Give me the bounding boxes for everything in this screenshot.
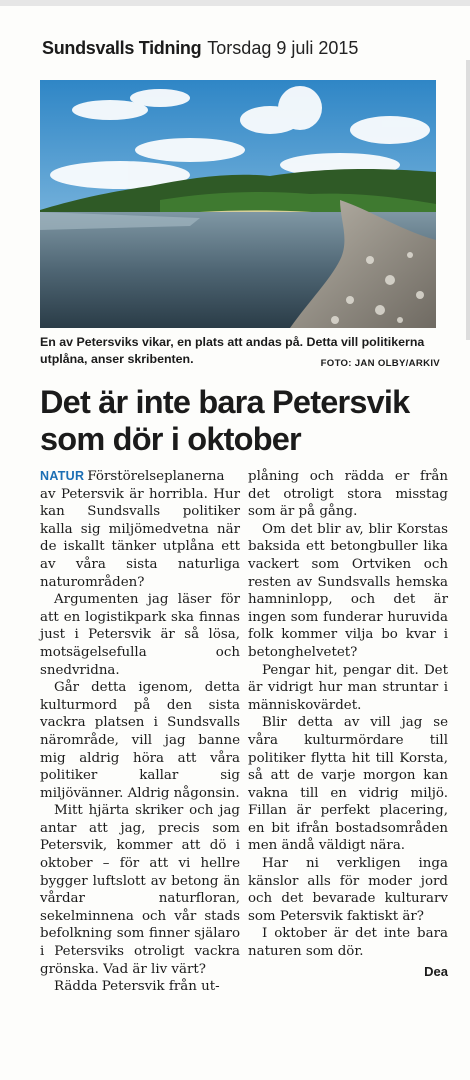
adjacent-page-edge [466, 60, 470, 340]
author-signature: Dea [424, 963, 448, 979]
article-photo [40, 80, 436, 328]
paragraph-5-start: Rädda Petersvik från ut- [54, 979, 220, 995]
section-kicker: NATUR [40, 469, 85, 483]
newspaper-name: Sundsvalls Tidning [42, 38, 202, 58]
issue-date: Torsdag 9 juli 2015 [207, 38, 359, 58]
paragraph-5-end: plåning och rädda er från det otroligt stora misstag som är på gång. [248, 469, 448, 520]
paragraph-1: NATUR Förstörelseplanerna av Petersvik är horribla. Hur kan Sundsvalls politiker kalla sig miljömedvetna när de iskallt tänker utplåna ett av våra sista naturliga naturområden? [40, 469, 240, 590]
headline [40, 384, 460, 458]
top-edge-strip [0, 0, 470, 6]
paragraph-7: Pengar hit, pengar dit. Det är vidrigt hur man struntar i människovärdet. [248, 662, 448, 713]
paragraph-6: Om det blir av, blir Korstas baksida ett betongbuller lika vackert som Ortviken och resten av Sundsvalls hemska hamninlopp, och det är ingen som funderar huruvida folk kommer vilja bo kvar i betonghelvetet? [248, 521, 448, 660]
photo-caption [40, 334, 440, 372]
paragraph-3: Går detta igenom, detta kulturmord på den sista vackra platsen i Sundsvalls närområde, vill jag banne mig aldrig höra att våra politiker kallar sig miljövänner. Aldrig någonsin. [40, 680, 240, 801]
lake-landscape-photo-icon [40, 80, 436, 328]
headline-line-1: Det är inte bara Petersvik [40, 384, 410, 420]
paragraph-9: Har ni verkligen inga känslor alls för moder jord och det bevarade kulturarv som Petersvik faktiskt är? [248, 856, 448, 924]
text-column-left [40, 468, 240, 996]
photo-credit: FOTO: JAN OLBY/ARKIV [320, 358, 440, 369]
headline-line-2: som dör i oktober [40, 421, 301, 457]
text-column-right [248, 468, 448, 980]
masthead [42, 38, 358, 59]
paragraph-4: Mitt hjärta skriker och jag antar att jag, precis som Petersvik, kommer att dö i oktober – för att vi hellre bygger luftslott av betong än vårdar naturfloran, sekelminnena och vår stads befolkning som finner själaro i Petersviks otroligt vackra grönska. Vad är liv värt? [40, 803, 240, 977]
paragraph-8: Blir detta av vill jag se våra kulturmördare till politiker flytta hit till Korsta, så att de varje morgon kan vakna till en vidrig miljö. Fillan är perfekt placering, en bit ifrån bostadsområden men ändå väldigt nära. [248, 715, 448, 854]
paragraph-10: I oktober är det inte bara naturen som dör. [248, 926, 448, 960]
caption-text: En av Petersviks vikar, en plats att andas på. Detta vill politikerna utplåna, anser skribenten. [40, 335, 425, 366]
paragraph-2: Argumenten jag läser för att en logistikpark ska finnas just i Petersvik är så lösa, motsägelsefulla och snedvridna. [40, 592, 240, 678]
